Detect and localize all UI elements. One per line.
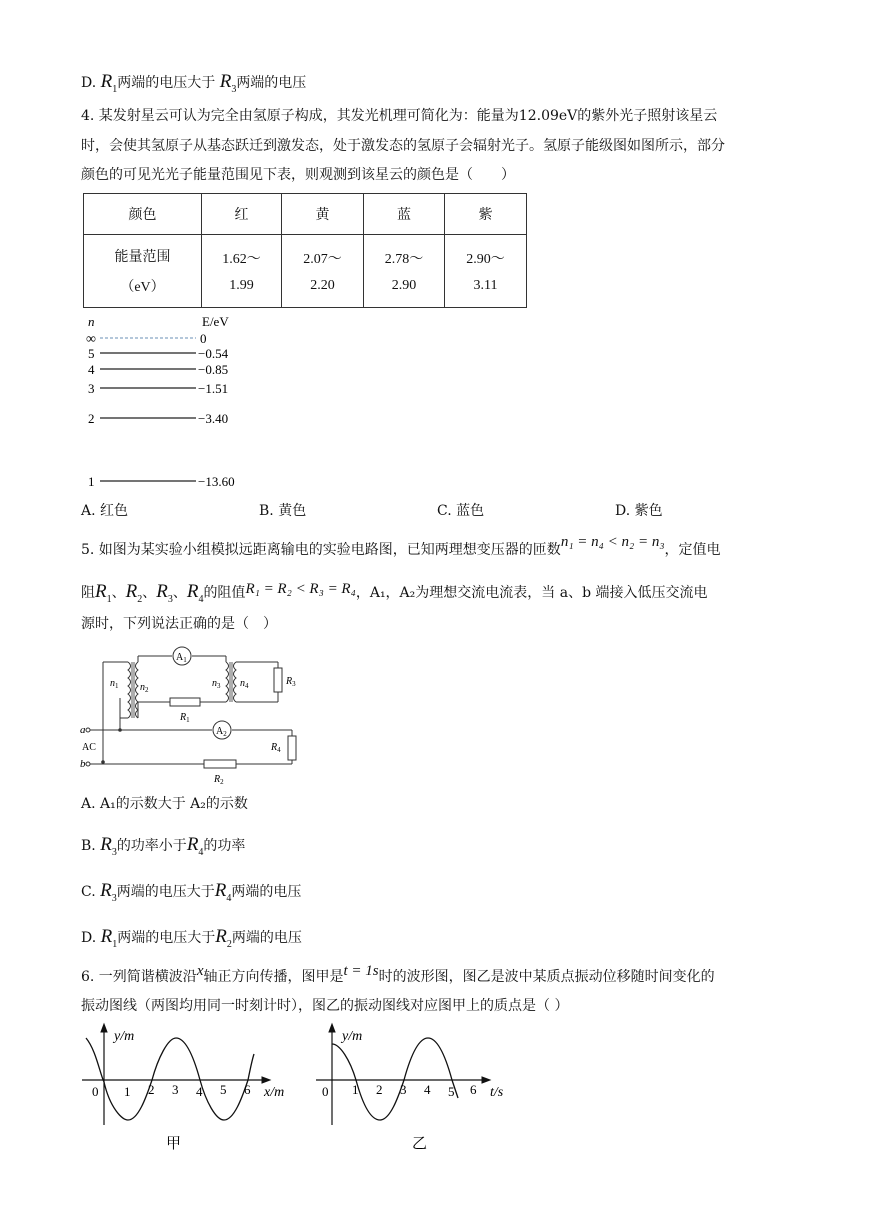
y-label: y/m	[342, 1029, 363, 1044]
var-r2: $R_2$	[125, 581, 143, 605]
level-n-1: 1	[88, 474, 95, 489]
var-r3: $R_3$	[100, 880, 117, 904]
y-axis-arrow	[101, 1024, 107, 1032]
level-e-1: −13.60	[198, 474, 235, 489]
terminal-b	[86, 762, 90, 766]
var-r1: $R_1$	[95, 581, 112, 605]
tick-5: 5	[220, 1082, 227, 1097]
e-axis-label: E/eV	[202, 314, 229, 329]
var-r1: $R_1$	[100, 71, 118, 95]
level-n-2: 2	[88, 411, 95, 426]
q5-line2: 阻$R_1$、$R_2$、$R_3$、$R_4$的阻值R₁ = R₂ < R₃ = R₄，A₁，A₂为理想交流电流表，当 a、b 端接入低压交流电	[81, 581, 708, 605]
q4-option-b: B. 黄色	[259, 503, 307, 519]
circuit-diagram	[78, 640, 308, 790]
level-e-5: −0.54	[198, 346, 229, 361]
origin-label: 0	[322, 1084, 329, 1099]
label-ac: AC	[82, 742, 96, 753]
tick-2: 2	[376, 1082, 383, 1097]
level-e-3: −1.51	[198, 381, 229, 396]
x-label: x/m	[264, 1085, 285, 1100]
label-r1: $R_1$	[180, 712, 190, 724]
q6-line2: 振动图线（两图均用同一时刻计时），图乙的振动图线对应图甲上的质点是（ ）	[81, 998, 569, 1014]
wave-curve	[86, 1038, 254, 1120]
table-cell-yellow: 2.07～ 2.20	[282, 235, 364, 308]
q5-line3: 源时，下列说法正确的是（ ）	[81, 616, 277, 632]
turns-ratio-math: n₁ = n₄ < n₂ = n₃	[560, 534, 665, 550]
resistor-r2	[204, 760, 236, 768]
n-axis-label: n	[88, 314, 95, 329]
origin-label: 0	[92, 1084, 99, 1099]
label-r2: $R_2$	[214, 774, 224, 786]
caption-jia: 甲	[166, 1136, 182, 1152]
table-header-yellow: 黄	[282, 194, 364, 235]
level-e-4: −0.85	[198, 362, 229, 377]
level-n-5: 5	[88, 346, 95, 361]
label-r3: $R_3$	[286, 676, 296, 688]
label-r4: $R_4$	[271, 742, 281, 754]
q4-line1: 4. 某发射星云可认为完全由氢原子构成，其发光机理可简化为：能量为12.09eV的紫外光子照射该星云	[81, 108, 718, 124]
t-axis-arrow	[482, 1077, 490, 1083]
svg-text:A1: $A_1$	[176, 652, 187, 664]
resistance-math: R₁ = R₂ < R₃ = R₄	[245, 581, 356, 597]
tick-4: 4	[424, 1082, 431, 1097]
resistor-r1	[170, 698, 200, 706]
var-r3: $R_3$	[156, 581, 173, 605]
table-cell-red: 1.62～ 1.99	[202, 235, 282, 308]
var-r3: $R_3$	[100, 834, 117, 858]
resistor-r3	[274, 668, 282, 692]
q5-option-a: A. A₁的示数大于 A₂的示数	[81, 796, 248, 812]
tick-6: 6	[244, 1082, 251, 1097]
var-r4: $R_4$	[186, 581, 204, 605]
var-r3: $R_3$	[219, 71, 237, 95]
level-n-4: 4	[88, 362, 95, 377]
q4-line3: 颜色的可见光光子能量范围见下表，则观测到该星云的颜色是（ ）	[81, 167, 515, 183]
label-n4: $n_4$	[240, 678, 249, 690]
x-axis-arrow	[262, 1077, 270, 1083]
q4-option-d: D. 紫色	[615, 503, 663, 519]
svg-text:A2: $A_2$	[216, 726, 227, 738]
level-e-inf: 0	[200, 331, 207, 346]
q5-option-d: D. $R_1$两端的电压大于$R_2$两端的电压	[81, 926, 302, 950]
tick-3: 3	[400, 1082, 407, 1097]
tick-5: 5	[448, 1084, 455, 1099]
vibration-curve	[332, 1038, 458, 1120]
junction-dot	[101, 760, 105, 764]
wave-graph-jia	[78, 1020, 303, 1155]
table-cell-purple: 2.90～ 3.11	[445, 235, 527, 308]
q5-option-b: B. $R_3$的功率小于$R_4$的功率	[81, 834, 246, 858]
label-n3: $n_3$	[212, 678, 221, 690]
q4-option-a: A. 红色	[81, 503, 129, 519]
label-b: b	[80, 758, 86, 770]
label-n1: $n_1$	[110, 678, 119, 690]
tick-2: 2	[148, 1082, 155, 1097]
junction-dot	[118, 728, 122, 732]
vibration-graph-yi	[312, 1020, 522, 1155]
var-r4: $R_4$	[186, 834, 204, 858]
label-a: a	[80, 724, 86, 736]
y-label: y/m	[114, 1029, 135, 1044]
table-header-color: 颜色	[84, 194, 202, 235]
color-energy-table	[83, 193, 527, 308]
var-r4: $R_4$	[214, 880, 232, 904]
level-e-2: −3.40	[198, 411, 229, 426]
prev-option-d: D. $R_1$两端的电压大于 $R_3$两端的电压	[81, 71, 307, 95]
tick-3: 3	[172, 1082, 179, 1097]
energy-level-diagram	[80, 310, 260, 495]
tick-1: 1	[352, 1082, 359, 1097]
resistor-r4	[288, 736, 296, 760]
table-header-purple: 紫	[445, 194, 527, 235]
terminal-a	[86, 728, 90, 732]
var-r2: $R_2$	[215, 926, 232, 950]
tick-1: 1	[124, 1084, 131, 1099]
t-label: t/s	[490, 1085, 504, 1100]
tick-4: 4	[196, 1084, 203, 1099]
var-r1: $R_1$	[100, 926, 118, 950]
y-axis-arrow	[329, 1024, 335, 1032]
level-n-inf: ∞	[86, 332, 96, 347]
q5-line1: 5. 如图为某实验小组模拟远距离输电的实验电路图，已知两理想变压器的匝数n₁ = n₄ < n₂ = n₃，定值电	[81, 534, 721, 558]
table-header-blue: 蓝	[364, 194, 445, 235]
q4-line2: 时，会使其氢原子从基态跃迁到激发态，处于激发态的氢原子会辐射光子。氢原子能级图如图所示，部分	[81, 138, 725, 154]
level-n-3: 3	[88, 381, 95, 396]
caption-yi: 乙	[412, 1136, 428, 1152]
q4-option-c: C. 蓝色	[437, 503, 485, 519]
table-header-red: 红	[202, 194, 282, 235]
q6-line1: 6. 一列简谐横波沿x轴正方向传播，图甲是t = 1s时的波形图，图乙是波中某质点振动位移随时间变化的	[81, 963, 715, 985]
q5-option-c: C. $R_3$两端的电压大于$R_4$两端的电压	[81, 880, 302, 904]
table-row-label: 能量范围 （eV）	[84, 235, 202, 308]
label-n2: $n_2$	[140, 682, 149, 694]
table-cell-blue: 2.78～ 2.90	[364, 235, 445, 308]
tick-6: 6	[470, 1082, 477, 1097]
